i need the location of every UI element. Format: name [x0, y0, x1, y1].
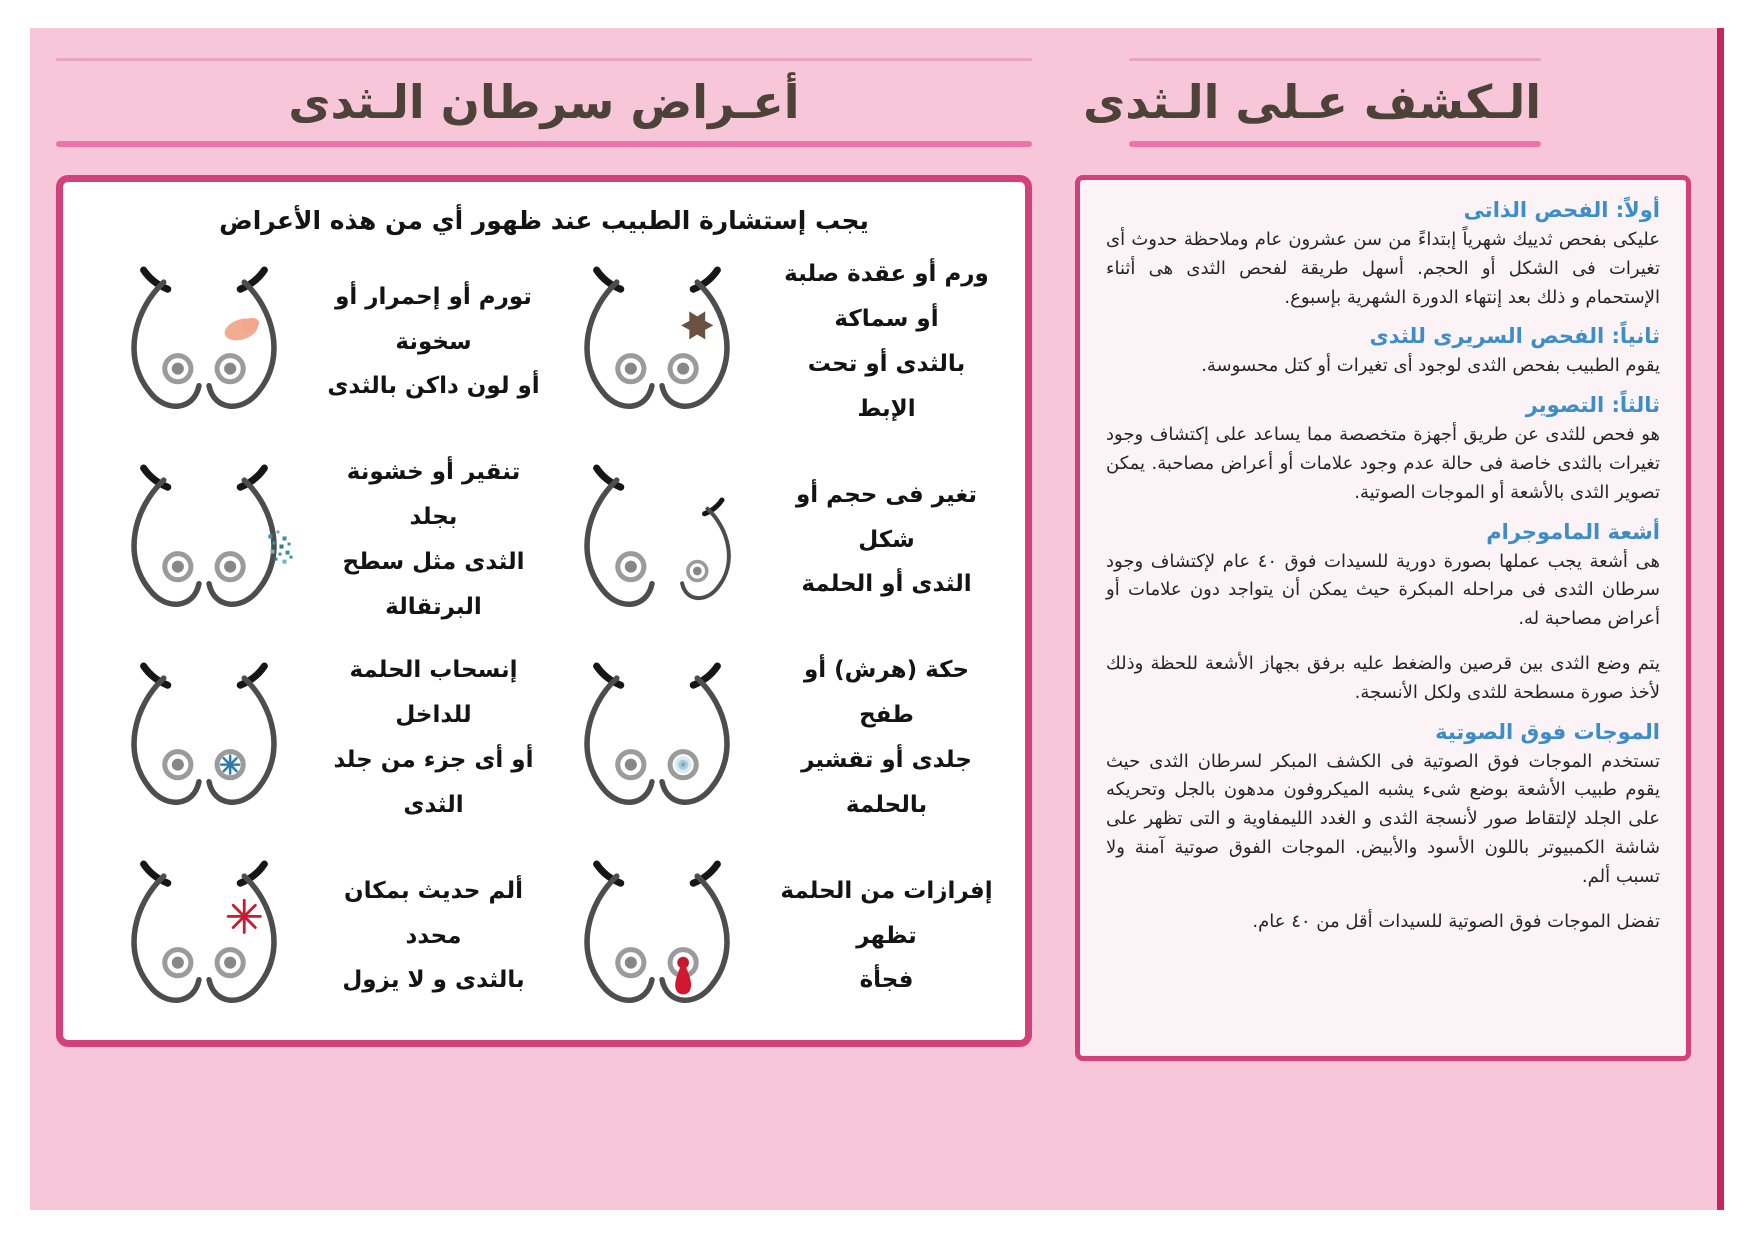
symptom-item-size-change	[544, 441, 997, 639]
screening-title: الـكشف عـلى الـثدى	[1083, 75, 1541, 129]
label-line: ألم حديث بمكان محدد	[343, 877, 524, 949]
section-paragraph: يتم وضع الثدى بين قرصين والضغط عليه برفق بجهاز الأشعة للحظة وذلك لأخذ صورة مسطحة للثدى ولكل الأنسجة.	[1106, 652, 1660, 703]
symptom-item-pain	[91, 837, 544, 1035]
label-line: حكة (هرش) أو طفح	[803, 657, 970, 729]
symptom-item-retraction	[91, 639, 544, 837]
section-paragraph: هى أشعة يجب عملها بصورة دورية للسيدات فوق ٤٠ عام لإكتشاف وجود سرطان الثدى فى مراحله المبكرة حيث يمكن أن يتواجد دون علامات أو أعراض مصاحبة له.	[1106, 550, 1660, 630]
lump-overlay	[681, 311, 713, 339]
section-imaging	[1106, 393, 1660, 507]
breast-dimpling-illustration	[91, 460, 317, 621]
section-heading: أولاً: الفحص الذاتى	[1463, 198, 1660, 222]
label-line: بالثدى و لا يزول	[342, 967, 525, 994]
label-line: إفرازات من الحلمة تظهر	[780, 877, 993, 949]
breast-redness-illustration	[91, 262, 317, 423]
section-heading: الموجات فوق الصوتية	[1435, 719, 1660, 744]
breast-retraction-illustration	[91, 658, 317, 819]
symptoms-title-block	[56, 42, 1032, 147]
label-line: تورم أو إحمرار أو سخونة	[335, 283, 532, 355]
symptom-label	[323, 869, 544, 1004]
smaller-breast-overlay	[682, 500, 729, 598]
symptom-label	[323, 450, 544, 629]
screening-box	[1075, 175, 1691, 1061]
section-heading: أشعة الماموجرام	[1486, 519, 1660, 544]
symptom-item-orange-peel	[91, 441, 544, 639]
label-line: إنسحاب الحلمة للداخل	[349, 657, 518, 729]
label-line: تنقير أو خشونة بجلد	[346, 459, 521, 531]
section-paragraph: تفضل الموجات فوق الصوتية للسيدات أقل من ٤٠ عام.	[1252, 910, 1660, 932]
symptoms-title: أعـراض سرطان الـثدى	[288, 75, 800, 129]
symptoms-panel	[56, 42, 1032, 1047]
retracted-nipple-overlay	[221, 755, 239, 773]
breast-size-change-illustration	[544, 460, 770, 621]
label-line: جلدى أو تقشير بالحلمة	[801, 747, 972, 818]
symptoms-box	[56, 175, 1032, 1047]
symptoms-caption: يجب إستشارة الطبيب عند ظهور أي من هذه الأعراض	[219, 206, 869, 235]
symptom-item-rash	[544, 639, 997, 837]
section-mammogram	[1106, 520, 1660, 708]
symptom-item-lump	[544, 243, 997, 441]
pain-star-overlay	[228, 900, 260, 932]
brochure-page	[30, 28, 1724, 1210]
breast-rash-illustration	[544, 658, 770, 819]
section-ultrasound	[1106, 720, 1660, 937]
symptom-item-discharge	[544, 837, 997, 1035]
symptom-label	[776, 648, 997, 827]
symptom-label	[323, 648, 544, 827]
section-paragraph: يقوم الطبيب بفحص الثدى لوجود أى تغيرات أو كتل محسوسة.	[1201, 355, 1660, 377]
label-line: الثدى أو الحلمة	[801, 571, 972, 598]
symptom-label	[776, 252, 997, 431]
label-line: تغير فى حجم أو شكل	[795, 481, 978, 553]
symptom-label	[776, 869, 997, 1004]
divider-line	[1129, 141, 1541, 147]
section-heading: ثانياً: الفحص السريرى للثدى	[1369, 324, 1660, 349]
section-paragraph: هو فحص للثدى عن طريق أجهزة متخصصة مما يساعد على إكتشاف وجود تغيرات بالثدى خاصة فى حالة عدم وجود علامات أو أعراض مصاحبة. يمكن تصوير الثدى بالأشعة أو الموجات الصوتية.	[1106, 424, 1660, 503]
section-heading: ثالثاً: التصوير	[1525, 393, 1660, 418]
label-line: أو أى جزء من جلد الثدى	[333, 747, 534, 818]
label-line: فجأة	[859, 967, 914, 994]
section-self-exam	[1106, 198, 1660, 312]
rash-nipple-overlay	[675, 756, 692, 773]
breast-lump-illustration	[544, 262, 770, 423]
label-line: ورم أو عقدة صلبة أو سماكة	[784, 261, 989, 333]
screening-panel	[1075, 42, 1691, 1061]
breast-pain-illustration	[91, 856, 317, 1017]
section-clinical-exam	[1106, 324, 1660, 381]
breast-discharge-illustration	[544, 856, 770, 1017]
divider-line	[56, 141, 1032, 147]
label-line: بالثدى أو تحت الإبط	[807, 351, 966, 422]
symptoms-grid	[83, 243, 1005, 1035]
symptom-label	[776, 473, 997, 608]
symptom-item-swelling	[91, 243, 544, 441]
screening-title-block	[1083, 42, 1541, 147]
section-paragraph: تستخدم الموجات فوق الصوتية فى الكشف المبكر لسرطان الثدى حيث يقوم طبيب الأشعة بوضع شىء يشبه الميكروفون مدهون بالجل وتحريكه على الجلد لإلتقاط صور لأنسجة الثدى و الغدد الليمفاوية و التى تظهر على شاشة الكمبيوتر باللون الأسود والأبيض. الموجات الفوق صوتية آمنة ولا تسبب ألم.	[1106, 750, 1660, 887]
label-line: الثدى مثل سطح البرتقالة	[342, 549, 525, 620]
symptom-label	[323, 275, 544, 410]
section-paragraph: عليكى بفحص ثدييك شهرياً إبتداءً من سن عشرون عام وملاحظة حدوث أى تغيرات فى الشكل أو الحجم. أسهل طريقة لفحص الثدى هى أثناء الإستحمام و ذلك بعد إنتهاء الدورة الشهرية بإسبوع.	[1106, 229, 1660, 308]
label-line: أو لون داكن بالثدى	[327, 373, 540, 400]
